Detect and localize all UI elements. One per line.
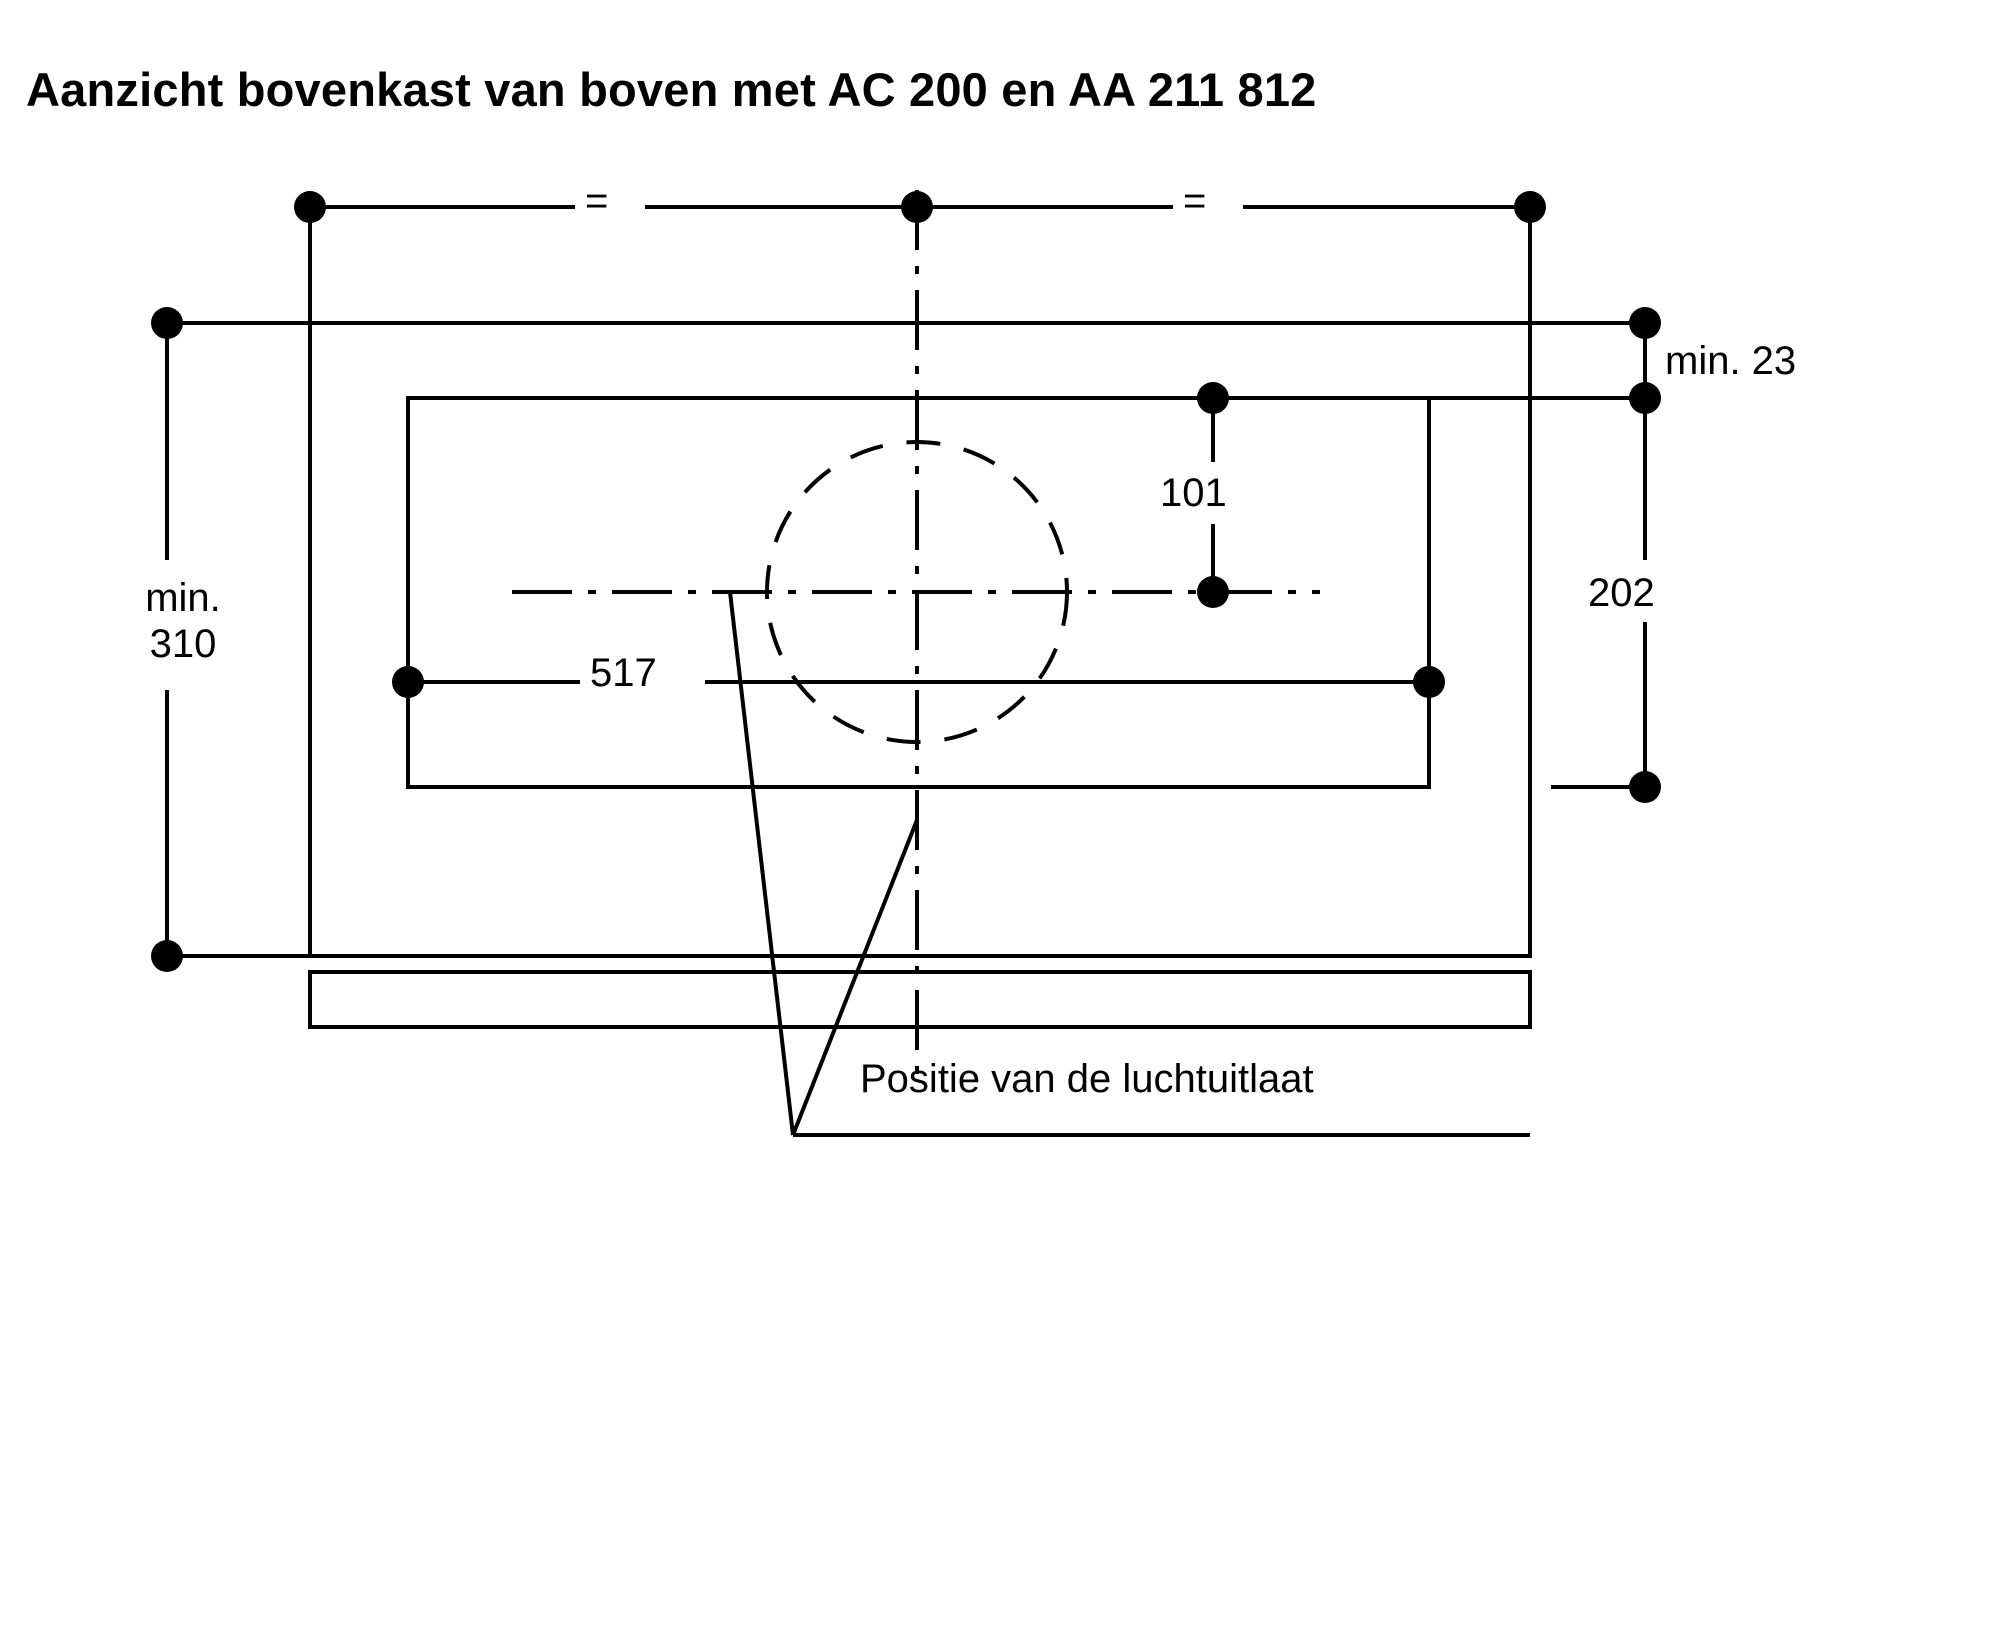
depth-202-dot-bottom [1629,771,1661,803]
equal-sign-left: = [585,179,609,223]
page-title: Aanzicht bovenkast van boven met AC 200 en AA 211 812 [26,63,1317,116]
top-dim-dot-right [1514,191,1546,223]
left-dim-dot-bottom [151,940,183,972]
annotation-air-outlet: Positie van de luchtuitlaat [860,1057,1314,1101]
top-dim-dot-left [294,191,326,223]
width-517-dot-right [1413,666,1445,698]
dimension-label-min-23: min. 23 [1665,339,1797,383]
cabinet-outline [310,323,1530,956]
dimension-label-min-310 [118,575,248,667]
equal-sign-right: = [1183,179,1207,223]
cabinet-front-strip [310,972,1530,1027]
top-dim-dot-centre [901,191,933,223]
offset-101-dot-bottom [1197,576,1229,608]
dimension-label-517: 517 [590,651,657,695]
dimension-label-101: 101 [1160,471,1227,515]
leader-line-left [730,592,793,1135]
width-517-dot-left [392,666,424,698]
offset-101-dot-top [1197,382,1229,414]
dimension-label-min-310-line2: 310 [149,622,217,666]
min23-dot-top [1629,307,1661,339]
dimension-label-202: 202 [1588,571,1655,615]
left-dim-dot-top [151,307,183,339]
dimension-label-min-310-line1: min. [145,576,221,620]
